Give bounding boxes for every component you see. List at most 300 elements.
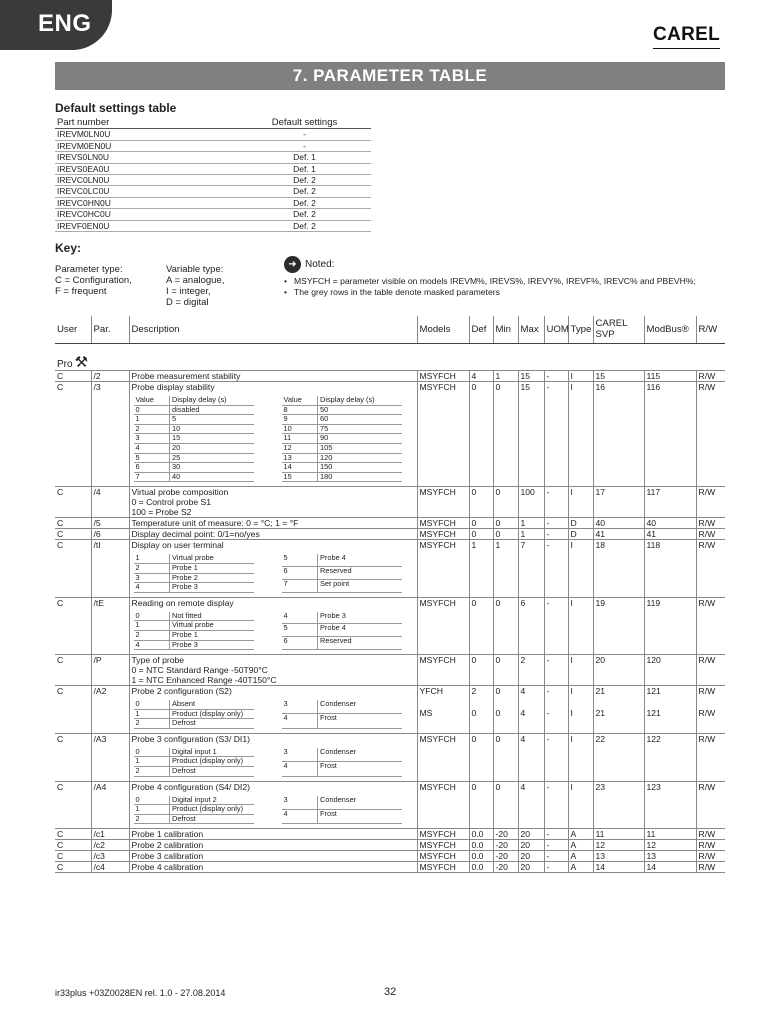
rw-value: R/W xyxy=(698,851,716,862)
model-cell xyxy=(417,371,469,382)
svp-cell xyxy=(593,829,644,840)
model-value-alt: MS xyxy=(419,708,433,719)
value-row xyxy=(134,621,254,631)
value-meaning: Digital input 2 xyxy=(170,796,254,805)
min-value: 0 xyxy=(495,597,501,608)
modbus-value: 14 xyxy=(646,862,657,873)
value-code: 2 xyxy=(134,424,170,434)
parameter-row xyxy=(55,862,725,873)
rw-value: R/W xyxy=(698,529,716,540)
max-value: 20 xyxy=(520,829,531,840)
model-cell xyxy=(417,851,469,862)
min-cell xyxy=(493,686,518,734)
user-cell: C xyxy=(55,487,91,518)
default-settings-row xyxy=(55,164,371,175)
modbus-value: 115 xyxy=(646,371,661,381)
value-row xyxy=(134,563,254,573)
value-meaning: 75 xyxy=(318,424,402,434)
value-row xyxy=(282,472,402,482)
rw-cell xyxy=(696,540,725,597)
model-cell xyxy=(417,597,469,654)
value-meaning: 90 xyxy=(318,434,402,444)
max-cell xyxy=(518,487,544,518)
uom-value: - xyxy=(546,851,550,862)
type-value: A xyxy=(570,829,577,840)
rw-value: R/W xyxy=(698,382,716,392)
uom-cell xyxy=(544,529,568,540)
value-table xyxy=(134,612,254,650)
value-table xyxy=(282,748,402,777)
value-table xyxy=(134,700,254,729)
svp-value: 18 xyxy=(595,540,606,551)
value-meaning: Probe 1 xyxy=(170,563,254,573)
arrow-right-icon: ➜ xyxy=(284,256,301,273)
rw-value: R/W xyxy=(698,840,716,851)
max-value: 6 xyxy=(520,597,526,608)
column-header: ModBus® xyxy=(644,316,696,344)
value-code: 2 xyxy=(134,563,170,573)
description-line: Display decimal point: 0/1=no/yes xyxy=(131,529,260,540)
value-grid xyxy=(132,792,416,829)
modbus-value: 119 xyxy=(646,597,661,608)
par-cell: /6 xyxy=(91,529,129,540)
def-cell xyxy=(469,733,493,781)
max-value-alt: 4 xyxy=(520,708,526,719)
user-cell: C xyxy=(55,597,91,654)
value-row xyxy=(134,405,254,415)
model-value: MSYFCH xyxy=(419,597,456,608)
description-line: Type of probe xyxy=(131,655,185,666)
description-line: Temperature unit of measure: 0 = °C; 1 = °F xyxy=(131,518,299,529)
min-cell xyxy=(493,597,518,654)
min-value: -20 xyxy=(495,829,508,840)
def-value: 0.0 xyxy=(471,851,484,862)
modbus-value: 13 xyxy=(646,851,657,862)
key-line: Parameter type: xyxy=(55,264,123,275)
parameter-table xyxy=(55,316,725,873)
type-value: I xyxy=(570,781,573,792)
value-code: 14 xyxy=(282,463,318,473)
def-value: 2 xyxy=(471,686,477,697)
value-code: 5 xyxy=(282,624,318,637)
model-cell xyxy=(417,518,469,529)
value-row xyxy=(282,714,402,729)
value-meaning: Probe 3 xyxy=(318,612,402,624)
min-cell xyxy=(493,851,518,862)
min-value: 0 xyxy=(495,733,501,744)
description-cell xyxy=(129,686,417,734)
max-cell xyxy=(518,540,544,597)
value-row xyxy=(134,443,254,453)
value-meaning: Condenser xyxy=(318,796,402,810)
min-cell xyxy=(493,840,518,851)
carel-logo: CAREL xyxy=(653,24,720,45)
type-cell xyxy=(568,781,593,829)
parameter-row xyxy=(55,540,725,597)
uom-cell xyxy=(544,540,568,597)
def-cell xyxy=(469,655,493,686)
svp-cell xyxy=(593,655,644,686)
value-meaning: Digital input 1 xyxy=(170,748,254,757)
uom-value: - xyxy=(546,829,550,840)
default-settings-table xyxy=(55,118,371,232)
par-cell: /5 xyxy=(91,518,129,529)
svp-cell xyxy=(593,487,644,518)
def-value: 1 xyxy=(471,540,477,551)
description-line: 100 = Probe S2 xyxy=(131,507,192,518)
uom-value: - xyxy=(546,529,550,540)
description-line: Probe 2 configuration (S2) xyxy=(131,686,232,697)
type-cell xyxy=(568,862,593,873)
modbus-value: 40 xyxy=(646,518,657,529)
max-cell xyxy=(518,733,544,781)
description-cell xyxy=(129,382,417,487)
default-setting: Def. 2 xyxy=(293,209,316,220)
model-cell xyxy=(417,686,469,734)
user-cell: C xyxy=(55,371,91,382)
part-number: IREVM0LN0U xyxy=(57,129,111,140)
noted-item: • The grey rows in the table denote masked parameters xyxy=(284,287,696,298)
min-cell xyxy=(493,371,518,382)
default-setting: Def. 1 xyxy=(293,163,316,174)
description-cell xyxy=(129,829,417,840)
model-value: MSYFCH xyxy=(419,655,456,666)
value-code: 1 xyxy=(134,554,170,563)
modbus-cell xyxy=(644,518,696,529)
modbus-value: 12 xyxy=(646,840,657,851)
value-meaning: Probe 4 xyxy=(318,624,402,637)
uom-value: - xyxy=(546,862,550,873)
model-value: MSYFCH xyxy=(419,487,456,498)
parameter-row xyxy=(55,733,725,781)
model-value: MSYFCH xyxy=(419,840,456,851)
part-number: IREVC0LC0U xyxy=(57,186,110,197)
def-cell xyxy=(469,529,493,540)
column-header: User xyxy=(55,316,91,344)
modbus-cell xyxy=(644,862,696,873)
def-cell xyxy=(469,686,493,734)
def-value: 0 xyxy=(471,733,477,744)
value-meaning: Virtual probe xyxy=(170,554,254,563)
svp-value: 13 xyxy=(595,851,606,862)
user-cell: C xyxy=(55,529,91,540)
value-code: 4 xyxy=(282,714,318,729)
value-code: 2 xyxy=(134,719,170,729)
max-value: 7 xyxy=(520,540,526,551)
value-meaning: Frost xyxy=(318,714,402,729)
value-code: 3 xyxy=(282,796,318,810)
value-row xyxy=(134,472,254,482)
value-row xyxy=(134,805,254,815)
svp-value: 19 xyxy=(595,597,606,608)
value-row xyxy=(282,405,402,415)
def-cell xyxy=(469,382,493,487)
value-meaning: 25 xyxy=(170,453,254,463)
model-value: MSYFCH xyxy=(419,733,456,744)
value-row xyxy=(134,700,254,709)
min-cell xyxy=(493,862,518,873)
rw-cell xyxy=(696,862,725,873)
value-meaning: Probe 3 xyxy=(170,640,254,650)
default-setting: - xyxy=(303,129,306,140)
key-line: A = analogue, xyxy=(166,275,225,286)
value-table xyxy=(282,612,402,650)
value-code: 6 xyxy=(282,567,318,580)
value-table xyxy=(134,796,254,825)
uom-cell xyxy=(544,862,568,873)
value-meaning: 60 xyxy=(318,415,402,425)
par-cell: /A3 xyxy=(91,733,129,781)
def-cell xyxy=(469,371,493,382)
pro-cell xyxy=(55,344,725,371)
model-cell xyxy=(417,529,469,540)
value-row xyxy=(134,434,254,444)
default-setting: Def. 2 xyxy=(293,175,316,186)
type-cell xyxy=(568,382,593,487)
svp-value-alt: 21 xyxy=(595,708,606,719)
description-line: Probe 3 calibration xyxy=(131,851,204,862)
type-cell xyxy=(568,840,593,851)
wrench-icon: ⚒ xyxy=(74,354,89,371)
value-code: 4 xyxy=(134,583,170,593)
value-meaning: Reserved xyxy=(318,637,402,650)
def-value: 0 xyxy=(471,597,477,608)
rw-value: R/W xyxy=(698,733,716,744)
max-value: 100 xyxy=(520,487,535,498)
value-code: 3 xyxy=(282,700,318,714)
user-cell: C xyxy=(55,686,91,734)
value-header: Display delay (s) xyxy=(318,396,402,405)
value-code: 3 xyxy=(282,748,318,762)
value-meaning: 105 xyxy=(318,443,402,453)
min-cell xyxy=(493,529,518,540)
value-row xyxy=(134,463,254,473)
default-settings-row xyxy=(55,129,371,140)
default-settings-title: Default settings table xyxy=(55,101,177,115)
def-value: 0 xyxy=(471,518,477,529)
max-cell xyxy=(518,655,544,686)
par-cell: /tI xyxy=(91,540,129,597)
def-cell xyxy=(469,597,493,654)
column-header: Description xyxy=(129,316,417,344)
def-value: 0.0 xyxy=(471,862,484,873)
type-value: D xyxy=(570,518,577,529)
default-settings-row xyxy=(55,198,371,209)
value-code: 1 xyxy=(134,621,170,631)
value-meaning: Condenser xyxy=(318,748,402,762)
par-cell: /c2 xyxy=(91,840,129,851)
description-cell xyxy=(129,840,417,851)
value-row xyxy=(282,424,402,434)
column-header: Def xyxy=(469,316,493,344)
column-header: R/W xyxy=(696,316,725,344)
description-line: 0 = Control probe S1 xyxy=(131,497,212,508)
type-cell xyxy=(568,371,593,382)
value-meaning: 120 xyxy=(318,453,402,463)
default-settings-row xyxy=(55,152,371,163)
value-code: 3 xyxy=(134,573,170,583)
value-meaning: Defrost xyxy=(170,814,254,824)
def-value-alt: 0 xyxy=(471,708,477,719)
value-meaning: Product (display only) xyxy=(170,757,254,767)
model-cell xyxy=(417,862,469,873)
type-value: I xyxy=(570,733,573,744)
value-meaning: Product (display only) xyxy=(170,805,254,815)
value-row xyxy=(282,762,402,777)
uom-cell xyxy=(544,686,568,734)
value-table xyxy=(134,396,254,482)
model-value: MSYFCH xyxy=(419,851,456,862)
description-cell xyxy=(129,851,417,862)
svp-value: 21 xyxy=(595,686,606,697)
value-meaning: 180 xyxy=(318,472,402,482)
modbus-cell xyxy=(644,733,696,781)
description-cell xyxy=(129,540,417,597)
rw-value: R/W xyxy=(698,518,716,529)
model-value: MSYFCH xyxy=(419,862,456,873)
value-code: 0 xyxy=(134,612,170,621)
min-value: 0 xyxy=(495,781,501,792)
par-cell: /tE xyxy=(91,597,129,654)
parameter-row xyxy=(55,851,725,862)
uom-cell xyxy=(544,781,568,829)
model-value: MSYFCH xyxy=(419,540,456,551)
modbus-value: 41 xyxy=(646,529,657,540)
parameter-row xyxy=(55,382,725,487)
rw-cell xyxy=(696,371,725,382)
column-header: Type xyxy=(568,316,593,344)
value-code: 0 xyxy=(134,405,170,415)
default-setting: - xyxy=(303,140,306,151)
max-value: 4 xyxy=(520,686,526,697)
svp-cell xyxy=(593,371,644,382)
type-cell xyxy=(568,851,593,862)
value-table xyxy=(134,554,254,592)
modbus-cell xyxy=(644,371,696,382)
type-value: D xyxy=(570,529,577,540)
value-code: 10 xyxy=(282,424,318,434)
rw-cell xyxy=(696,487,725,518)
min-cell xyxy=(493,540,518,597)
model-cell xyxy=(417,733,469,781)
description-line: Probe 4 calibration xyxy=(131,862,204,873)
part-number: IREVM0EN0U xyxy=(57,140,112,151)
value-row xyxy=(134,814,254,824)
min-cell xyxy=(493,518,518,529)
type-cell xyxy=(568,733,593,781)
value-grid xyxy=(132,392,416,486)
max-value: 2 xyxy=(520,655,526,666)
value-code: 2 xyxy=(134,814,170,824)
model-value: YFCH xyxy=(419,686,443,697)
column-header: UOM xyxy=(544,316,568,344)
uom-value: - xyxy=(546,597,550,608)
par-cell: /P xyxy=(91,655,129,686)
max-cell xyxy=(518,851,544,862)
part-number: IREVC0HC0U xyxy=(57,209,111,220)
def-cell xyxy=(469,829,493,840)
rw-cell xyxy=(696,597,725,654)
def-cell xyxy=(469,840,493,851)
type-cell xyxy=(568,655,593,686)
uom-value: - xyxy=(546,781,550,792)
uom-value: - xyxy=(546,518,550,529)
type-value: I xyxy=(570,655,573,666)
part-number: IREVS0EA0U xyxy=(57,163,110,174)
parameter-table-header xyxy=(55,316,725,344)
noted-header xyxy=(284,256,334,273)
user-cell: C xyxy=(55,851,91,862)
value-row xyxy=(282,700,402,714)
type-value: I xyxy=(570,371,573,381)
description-line: Probe 2 calibration xyxy=(131,840,204,851)
max-cell xyxy=(518,686,544,734)
value-row xyxy=(282,796,402,810)
key-line: I = integer, xyxy=(166,286,211,297)
svp-value: 14 xyxy=(595,862,606,873)
min-value: -20 xyxy=(495,851,508,862)
variable-type-key xyxy=(166,264,224,308)
max-value: 1 xyxy=(520,518,526,529)
description-cell xyxy=(129,371,417,382)
par-cell: /4 xyxy=(91,487,129,518)
value-table xyxy=(282,554,402,592)
description-cell xyxy=(129,781,417,829)
noted-title: Noted: xyxy=(305,259,335,270)
min-cell xyxy=(493,382,518,487)
value-meaning: Probe 3 xyxy=(170,583,254,593)
model-value: MSYFCH xyxy=(419,529,456,540)
par-cell: /A2 xyxy=(91,686,129,734)
type-cell xyxy=(568,597,593,654)
description-cell xyxy=(129,862,417,873)
value-row xyxy=(282,637,402,650)
column-header: Max xyxy=(518,316,544,344)
part-number: IREVC0LN0U xyxy=(57,175,110,186)
value-code: 4 xyxy=(134,640,170,650)
value-code: 0 xyxy=(134,748,170,757)
modbus-cell xyxy=(644,540,696,597)
default-settings-row xyxy=(55,186,371,197)
modbus-value: 122 xyxy=(646,733,661,744)
description-line: Probe 4 configuration (S4/ DI2) xyxy=(131,781,250,792)
value-grid xyxy=(132,608,416,654)
type-value: I xyxy=(570,540,573,551)
svp-cell xyxy=(593,529,644,540)
value-meaning: Frost xyxy=(318,762,402,777)
type-value: A xyxy=(570,840,577,851)
value-table-header xyxy=(282,396,402,405)
value-table xyxy=(134,748,254,777)
description-line: 0 = NTC Standard Range -50T90°C xyxy=(131,665,268,676)
type-value: I xyxy=(570,487,573,498)
svp-value: 15 xyxy=(595,371,606,381)
def-cell xyxy=(469,487,493,518)
svp-value: 16 xyxy=(595,382,606,392)
def-value: 0 xyxy=(471,781,477,792)
uom-value: - xyxy=(546,686,550,697)
value-code: 1 xyxy=(134,805,170,815)
value-meaning: Product (display only) xyxy=(170,709,254,719)
description-line: Probe 1 calibration xyxy=(131,829,204,840)
def-value: 0.0 xyxy=(471,840,484,851)
rw-cell xyxy=(696,829,725,840)
value-table xyxy=(282,796,402,825)
description-cell xyxy=(129,597,417,654)
value-row xyxy=(282,434,402,444)
modbus-value: 11 xyxy=(646,829,656,840)
max-cell xyxy=(518,382,544,487)
